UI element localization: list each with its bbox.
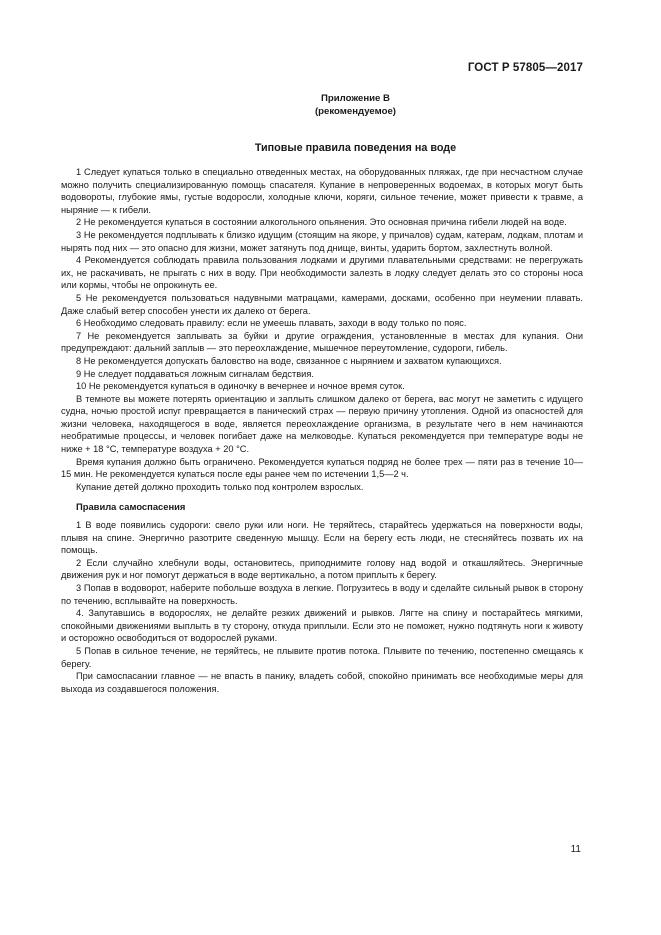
subsection-title: Правила самоспасения xyxy=(76,501,186,513)
paragraph: Купание детей должно проходить только под контролем взрослых. xyxy=(76,481,364,492)
paragraph: 1 Следует купаться только в специально отведенных местах, на оборудованных пляжах, где при несчастном случае можно получить специализированную помощь спасателя. Купание в непроверенных водоемах, в которых могут быть водовороты, глубокие ямы, густые водоросли, холодные ключи, коряги, сильное течение, может привести к травме, а ныряние — к гибели. xyxy=(61,167,583,215)
appendix-subtitle: (рекомендуемое) xyxy=(314,106,396,117)
appendix-title: Приложение В xyxy=(321,93,390,104)
paragraph: 10 Не рекомендуется купаться в одиночку в вечернее и ночное время суток. xyxy=(76,381,405,392)
paragraph: 6 Необходимо следовать правилу: если не умеешь плавать, заходи в воду только по пояс. xyxy=(76,318,467,329)
paragraph: В темноте вы можете потерять ориентацию и заплыть слишком далеко от берега, вас могут не заметить с идущего судна, ночью простой испуг превращается в панический страх — первую причину утопления. Одной из опасностей для жизни человека, находящегося в воде, является переохлаждение организма, в результате чего в нем начинаются необратимые процессы, и человек погибает даже на мелководье. Купаться рекомендуется при температуре воды не ниже + 18 °С, температуре воздуха + 20 °С. xyxy=(61,393,583,455)
document-code: ГОСТ Р 57805—2017 xyxy=(467,62,583,74)
page-number: 11 xyxy=(570,844,581,855)
paragraph: 8 Не рекомендуется допускать баловство на воде, связанное с нырянием и захватом купающихся. xyxy=(76,355,502,366)
paragraph: 4 Рекомендуется соблюдать правила пользования лодками и другими плавательными средствами: не перегружать их, не раскачивать, не прыгать с них в воду. При необходимости залезть в лодку следует делать это со стороны носа или кормы, чтобы не опрокинуть ее. xyxy=(61,255,583,291)
rescue-paragraph: 3 Попав в водоворот, наберите побольше воздуха в легкие. Погрузитесь в воду и сделайте сильный рывок в сторону по течению, всплывайте на поверхность. xyxy=(61,583,583,606)
rescue-paragraph: 2 Если случайно хлебнули воды, остановитесь, приподнимите голову над водой и откашляйтесь. Энергичные движения рук и ног помогут держаться в воде вертикально, а потом приплыть к берегу. xyxy=(61,557,583,581)
rescue-paragraph: 1 В воде появились судороги: свело руки или ноги. Не теряйтесь, старайтесь удержаться на поверхности воды, плывя на спине. Энергично разотрите сведенную мышцу. Если на берегу есть люди, не стесняйтесь позвать их на помощь. xyxy=(61,520,583,556)
paragraph: 5 Не рекомендуется пользоваться надувными матрацами, камерами, досками, особенно при неумении плавать. Даже слабый ветер способен унести их далеко от берега. xyxy=(61,292,583,316)
paragraph: 7 Не рекомендуется заплывать за буйки и другие ограждения, установленные в местах для купания. Они предупреждают: дальний заплыв — это переохлаждение, мышечное переутомление, судороги, гибель. xyxy=(61,330,583,354)
rescue-paragraph: 4. Запутавшись в водорослях, не делайте резких движений и рывков. Лягте на спину и постарайтесь мягкими, спокойными движениями выплыть в ту сторону, откуда приплыли. Если это не поможет, нужно подтянуть ноги к животу и осторожно освободиться от водорослей руками. xyxy=(61,608,583,644)
document-body xyxy=(61,166,583,695)
rescue-paragraph: При самоспасании главное — не впасть в панику, владеть собой, спокойно принимать все необходимые меры для выхода из создавшегося положения. xyxy=(61,671,583,694)
appendix-heading xyxy=(0,92,661,118)
paragraph: 3 Не рекомендуется подплывать к близко идущим (стоящим на якоре, у причалов) судам, катерам, лодкам, плотам и нырять под них — это опасно для жизни, может затянуть под днище, винты, ударить бортом, захлестнуть волной. xyxy=(61,229,583,253)
paragraph: Время купания должно быть ограничено. Рекомендуется купаться подряд не более трех — пяти раз в течение 10—15 мин. Не рекомендуется купаться после еды ранее чем по истечении 1,5—2 ч. xyxy=(61,456,583,480)
paragraph: 2 Не рекомендуется купаться в состоянии алкогольного опьянения. Это основная причина гибели людей на воде. xyxy=(76,217,567,228)
rescue-paragraph: 5 Попав в сильное течение, не теряйтесь, не плывите против потока. Плывите по течению, постепенно смещаясь к берегу. xyxy=(61,645,583,669)
paragraph: 9 Не следует поддаваться ложным сигналам бедствия. xyxy=(76,368,314,379)
section-title: Типовые правила поведения на воде xyxy=(254,142,457,154)
